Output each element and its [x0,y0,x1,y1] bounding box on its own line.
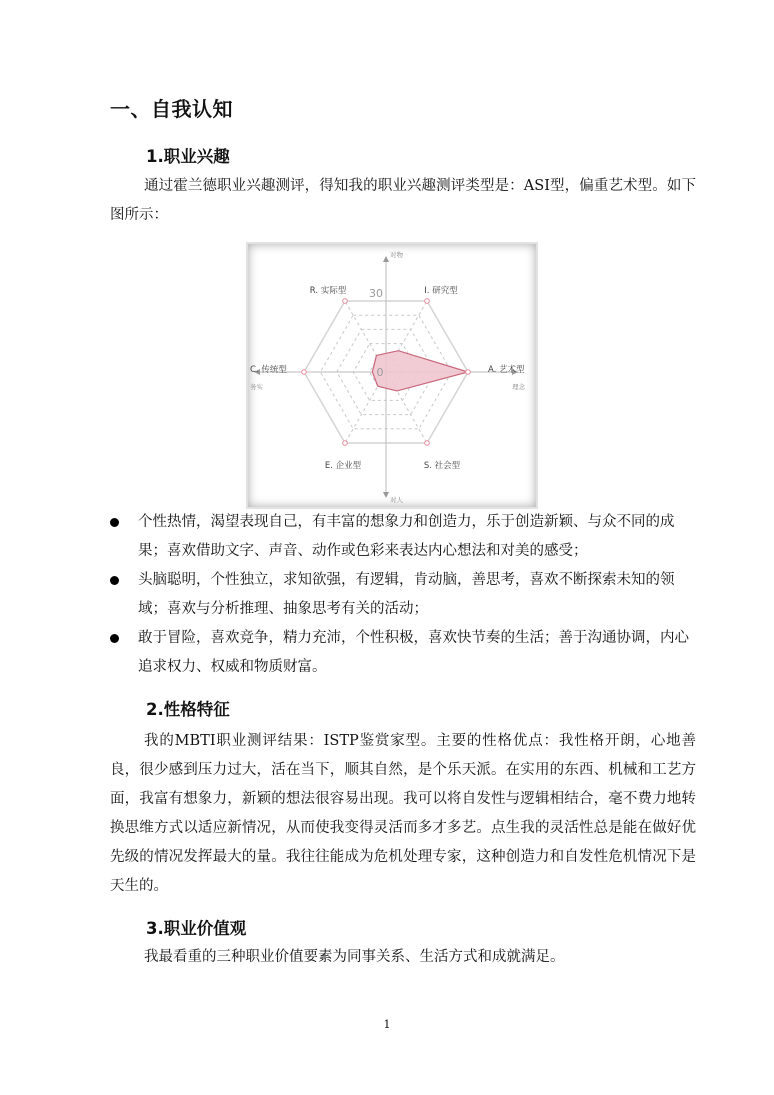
vertex-dot [425,299,430,304]
bullet-dot [110,518,119,527]
vertex-dot [302,370,307,375]
category-label: C. 传统型 [250,365,287,375]
vertex-dot [466,370,471,375]
bullet-item: 头脑聪明，个性独立，求知欲强，有逻辑，肯动脑，善思考，喜欢不断探索未知的领域；喜欢与分析推理、抽象思考有关的活动； [110,566,696,624]
page-number: 1 [383,1018,391,1031]
section-title-career-values: 3.职业价值观 [146,919,247,938]
axis-label-right: 理念 [512,383,525,391]
category-label: S. 社会型 [423,461,461,471]
vertex-dot [425,441,430,446]
category-label: A. 艺术型 [488,365,525,375]
tick-label: 0 [376,366,384,379]
career-interest-intro: 通过霍兰德职业兴趣测评，得知我的职业兴趣测评类型是：ASI型，偏重艺术型。如下图所示： [110,178,696,223]
bullet-item: 个性热情，渴望表现自己，有丰富的想象力和创造力，乐于创造新颖、与众不同的成果；喜欢借助文字、声音、动作或色彩来表达内心想法和对美的感受； [110,508,696,566]
axis-label-top: 对物 [390,251,403,259]
section-title-career-interest: 1.职业兴趣 [146,147,230,166]
holland-radar-chart [248,244,536,507]
axis-label-bottom: 对人 [390,496,403,504]
interest-bullet-list [110,508,696,682]
data-area [372,351,468,391]
bullet-dot [110,576,119,585]
bullet-item: 敢于冒险，喜欢竞争，精力充沛，个性积极，喜欢快节奏的生活；善于沟通协调，内心追求权力、权威和物质财富。 [110,624,696,682]
category-label: I. 研究型 [424,286,458,296]
vertex-dot [343,299,348,304]
axis-arrow-up [383,256,389,262]
vertex-dot [343,441,348,446]
category-label: E. 企业型 [324,461,362,471]
section-title-personality: 2.性格特征 [146,700,230,719]
tick-label: 30 [369,287,383,300]
career-values-text: 我最看重的三种职业价值要素为同事关系、生活方式和成就满足。 [144,949,565,965]
axis-arrow-down [383,492,389,498]
category-label: R. 实际型 [309,286,347,296]
axis-label-left: 务实 [250,383,263,391]
bullet-dot [110,634,119,643]
page-heading: 一、自我认知 [110,97,233,121]
radar-svg [248,244,536,507]
personality-text: 我的MBTI职业测评结果：ISTP鉴赏家型。主要的性格优点：我性格开朗，心地善良，很少感到压力过大，活在当下，顺其自然，是个乐天派。在实用的东西、机械和工艺方面，我富有想象力，新颖的想法很容易出现。我可以将自发性与逻辑相结合，毫不费力地转换思维方式以适应新情况，从而使我变得灵活而多才多艺。点生我的灵活性总是能在做好优先级的情况发挥最大的量。我往往能成为危机处理专家，这种创造力和自发性危机情况下是天生的。 [110,733,696,894]
